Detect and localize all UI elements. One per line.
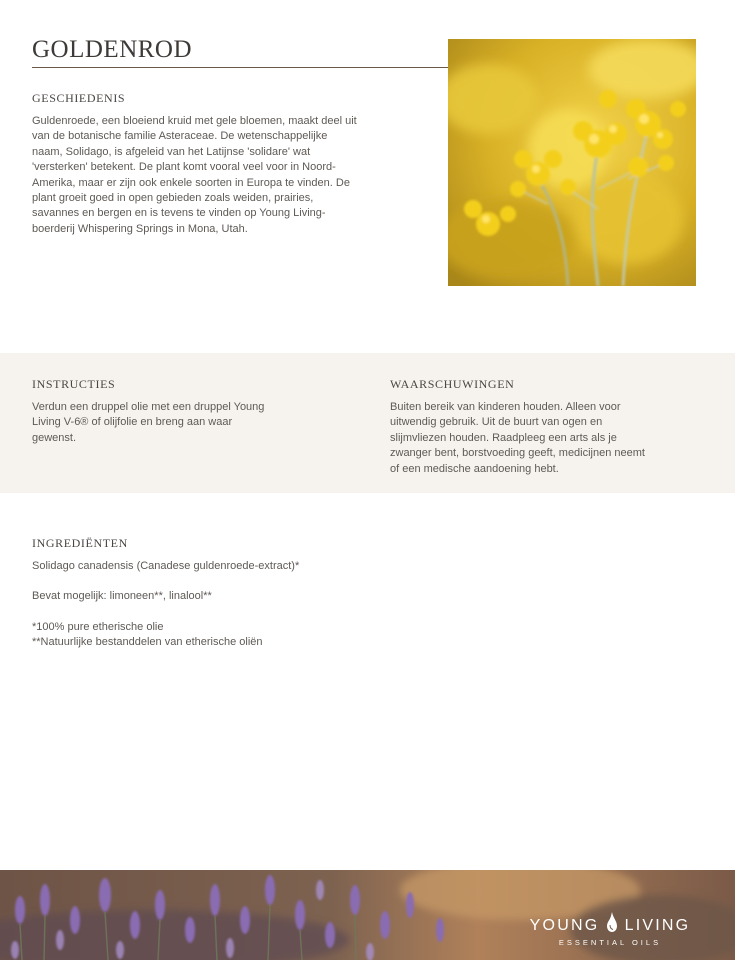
- ingredients-section: [32, 536, 452, 651]
- ingredients-heading: INGREDIËNTEN: [32, 536, 128, 550]
- history-text: Guldenroede, een bloeiend kruid met gele bloemen, maakt deel uit van de botanische familie Asteraceae. De wetenschappelijke naam, Solidago, is afgeleid van het Latijnse 'solidare' wat 'versterken' betekent. De plant komt vooral veel voor in Noord-Amerika, maar er zijn ook enkele soorten in Europa te vinden. De plant groeit goed in open gebieden zoals weiden, prairies, savannes en bergen en is tevens te vinden op Young Living-boerderij Whispering Springs in Mona, Utah.: [32, 115, 357, 235]
- ingredients-line: Solidago canadensis (Canadese guldenroede-extract)*: [32, 560, 300, 572]
- warnings-section: [390, 377, 655, 477]
- page-title: GOLDENROD: [32, 36, 193, 63]
- instructions-text: Verdun een druppel olie met een druppel Young Living V-6® of olijfolie en breng aan waar gewenst.: [32, 401, 265, 444]
- young-living-logo: [524, 912, 696, 947]
- instructions-section: [32, 377, 272, 446]
- brand-name-right: LIVING: [624, 917, 691, 934]
- warnings-text: Buiten bereik van kinderen houden. Alleen voor uitwendig gebruik. Uit de buurt van ogen en slijmvliezen houden. Raadpleeg een arts als je zwanger bent, borstvoeding geeft, medicijnen neemt of een medische aandoening hebt.: [390, 401, 645, 475]
- goldenrod-photo: [448, 39, 696, 286]
- history-heading: GESCHIEDENIS: [32, 91, 126, 105]
- title-divider: [32, 67, 450, 68]
- brand-tagline: ESSENTIAL OILS: [558, 938, 662, 947]
- instructions-heading: INSTRUCTIES: [32, 377, 116, 391]
- oil-drop-icon: [607, 912, 617, 932]
- ingredients-allergens: Bevat mogelijk: limoneen**, linalool**: [32, 590, 212, 603]
- history-section: [32, 91, 357, 237]
- ingredients-footnote-1: *100% pure etherische olie: [32, 620, 164, 633]
- brand-name-left: YOUNG: [529, 917, 600, 934]
- warnings-heading: WAARSCHUWINGEN: [390, 377, 515, 391]
- ingredients-footnote-2: **Natuurlijke bestanddelen van etherische oliën: [32, 636, 263, 649]
